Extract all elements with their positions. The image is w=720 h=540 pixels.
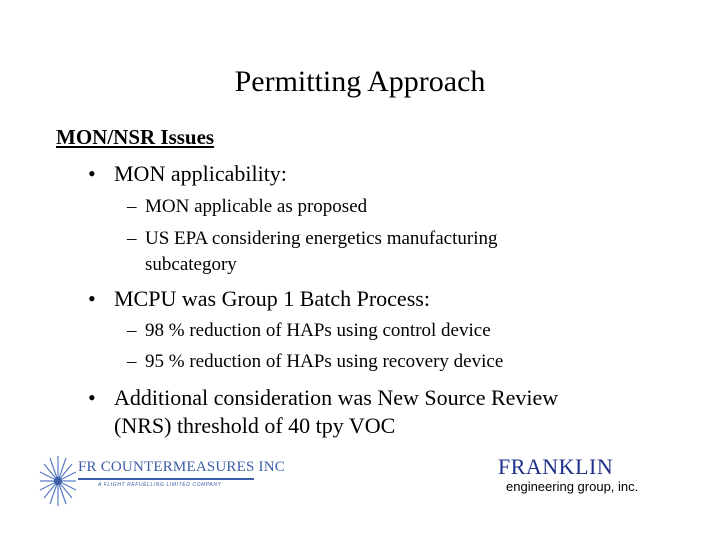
franklin-logo — [498, 455, 658, 500]
bullet-text: MON applicability: — [114, 161, 287, 186]
frci-company-name: FR COUNTERMEASURES INC — [78, 459, 285, 475]
dash-marker: – — [127, 351, 137, 372]
sub-bullet-text: 95 % reduction of HAPs using recovery device — [145, 351, 504, 372]
sub-bullet — [127, 349, 503, 375]
bullet-text: Additional consideration was New Source Review — [114, 385, 559, 410]
fr-countermeasures-logo — [36, 452, 285, 510]
dash-marker: – — [127, 196, 137, 217]
sub-bullet — [127, 194, 367, 220]
slide-title: Permitting Approach — [234, 65, 486, 98]
bullet-marker: • — [88, 161, 96, 186]
frci-divider — [78, 478, 254, 480]
franklin-subtitle: engineering group, inc. — [506, 479, 639, 494]
bullet-nsr-cont: (NRS) threshold of 40 tpy VOC — [114, 413, 396, 438]
bullet-marker: • — [88, 286, 96, 311]
sub-bullet-text: US EPA considering energetics manufacturing — [145, 228, 498, 249]
bullet-nsr — [88, 384, 558, 412]
sub-bullet-text: MON applicable as proposed — [145, 196, 368, 217]
sub-bullet-text: 98 % reduction of HAPs using control device — [145, 320, 491, 341]
dash-marker: – — [127, 320, 137, 341]
dash-marker: – — [127, 228, 137, 249]
sub-bullet-text-cont: subcategory — [145, 254, 237, 275]
bullet-marker: • — [88, 385, 96, 410]
sub-bullet — [127, 318, 491, 344]
frci-tagline: A FLIGHT REFUELLING LIMITED COMPANY — [98, 482, 222, 488]
franklin-name: FRANKLIN — [498, 454, 614, 479]
sub-bullet — [127, 226, 607, 278]
bullet-mon-applicability — [88, 160, 287, 188]
bullet-mcpu — [88, 285, 430, 313]
starburst-icon — [36, 452, 80, 510]
bullet-text: MCPU was Group 1 Batch Process: — [114, 286, 430, 311]
section-heading: MON/NSR Issues — [56, 125, 215, 149]
